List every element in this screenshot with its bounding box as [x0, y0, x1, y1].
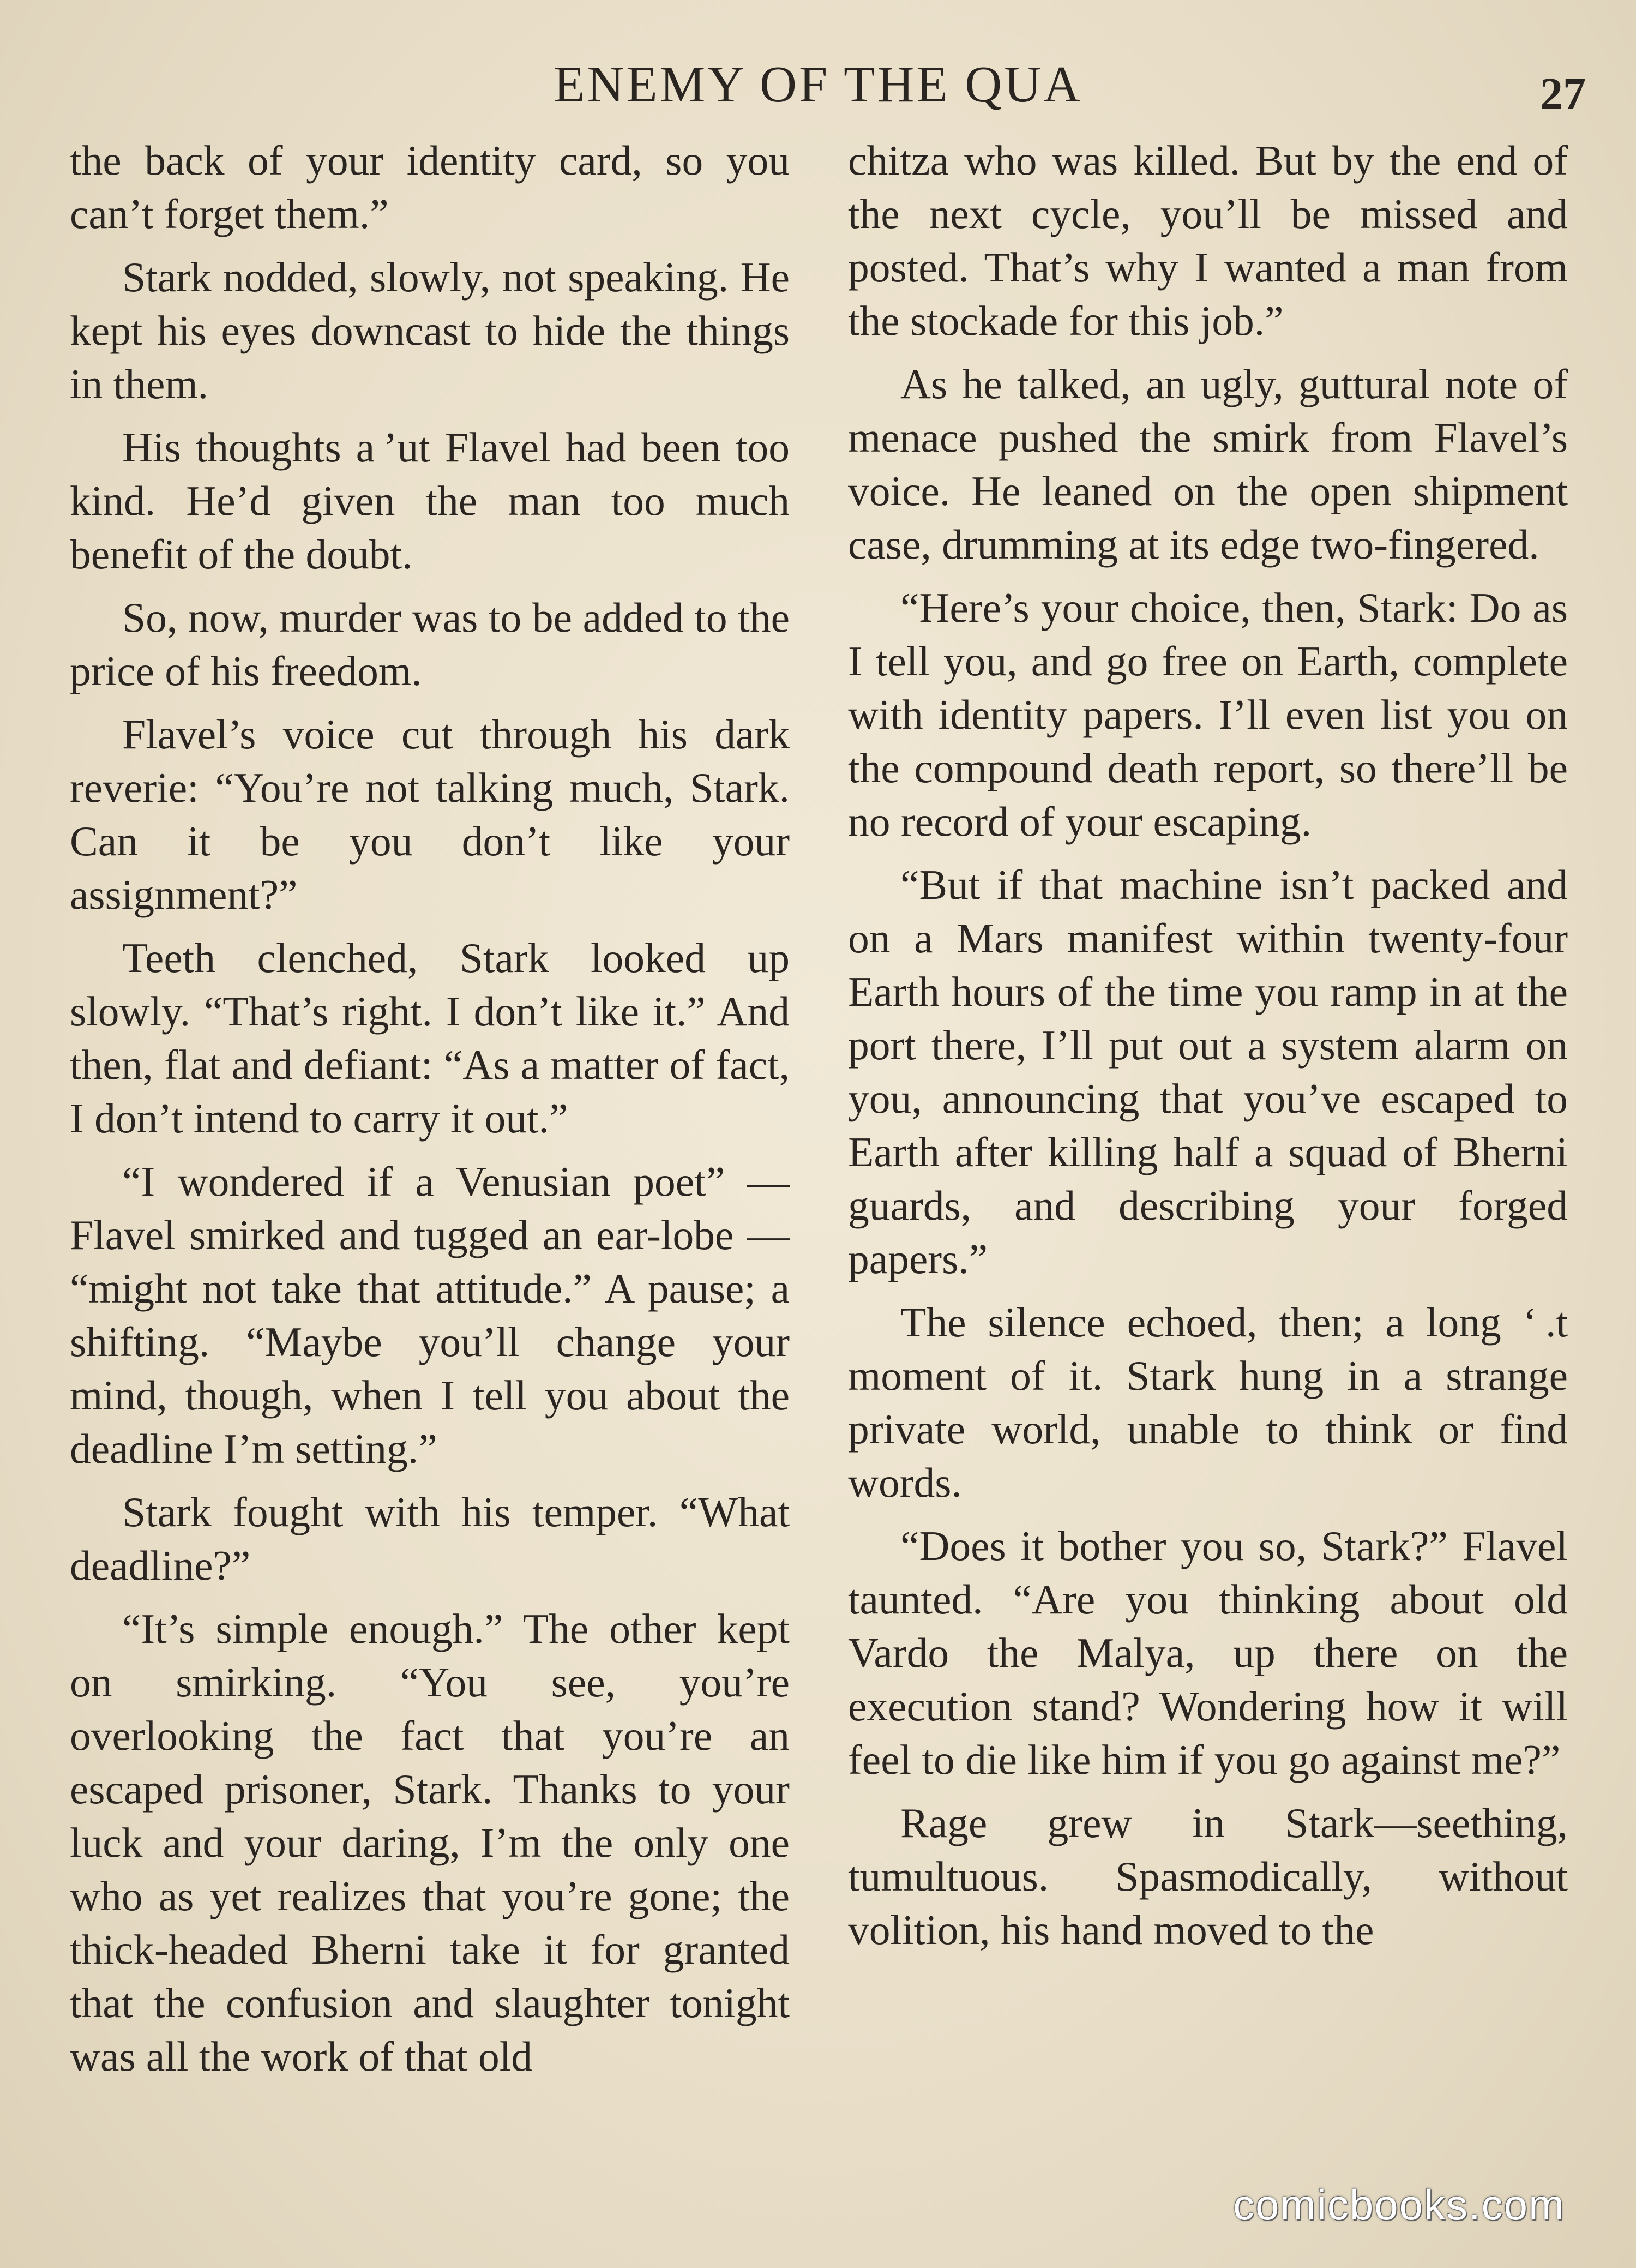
- paragraph: “I wondered if a Venusian poet” —Flavel smirked and tugged an ear-lobe — “might not take that attitude.” A pause; a shifting. “Maybe you’ll change your mind, though, when I tell you about the deadline I’m setting.”: [70, 1158, 790, 1472]
- watermark: comicbooks.com: [1233, 2181, 1565, 2229]
- paragraph: Stark nodded, slowly, not speaking. He kept his eyes downcast to hide the things in them.: [70, 254, 790, 407]
- page-header: [0, 52, 1636, 117]
- left-column: [70, 134, 790, 2093]
- paragraph: Flavel’s voice cut through his dark reverie: “You’re not talking much, Stark. Can it be you don’t like your assignment?”: [70, 711, 790, 918]
- paragraph: “But if that machine isn’t packed and on a Mars manifest within twenty-four Earth hours of the time you ramp in at the port there, I’ll put out a system alarm on you, announcing that you’ve escaped to Earth after killing half a squad of Bherni guards, and describing your forged papers.”: [848, 861, 1568, 1282]
- paragraph: The silence echoed, then; a long ʻ .t moment of it. Stark hung in a strange private world, unable to think or find words.: [848, 1299, 1568, 1506]
- paragraph: “Does it bother you so, Stark?” Flavel taunted. “Are you thinking about old Vardo the Malya, up there on the execution stand? Wondering how it will feel to die like him if you go against me?”: [848, 1522, 1568, 1783]
- paragraph: chitza who was killed. But by the end of the next cycle, you’ll be missed and posted. That’s why I wanted a man from the stockade for this job.”: [848, 137, 1568, 344]
- right-column: [848, 134, 1568, 1966]
- paragraph: Rage grew in Stark—seething, tumultuous. Spasmodically, without volition, his hand moved to the: [848, 1799, 1568, 1953]
- running-title: ENEMY OF THE QUA: [553, 56, 1083, 113]
- paragraph: His thoughts a ʼut Flavel had been too kind. He’d given the man too much benefit of the doubt.: [70, 424, 790, 578]
- paragraph: So, now, murder was to be added to the price of his freedom.: [70, 594, 790, 694]
- paragraph: “It’s simple enough.” The other kept on smirking. “You see, you’re overlooking the fact that you’re an escaped prisoner, Stark. Thanks to your luck and your daring, I’m the only one who as yet realizes that you’re gone; the thick-headed Bherni take it for granted that the confusion and slaughter tonight was all the work of that old: [70, 1605, 790, 2080]
- paragraph: Stark fought with his temper. “What deadline?”: [70, 1489, 790, 1589]
- page-number: 27: [1540, 69, 1586, 119]
- paragraph: “Here’s your choice, then, Stark: Do as I tell you, and go free on Earth, complete with identity papers. I’ll even list you on the compound death report, so there’ll be no record of your escaping.: [848, 584, 1568, 845]
- paragraph: the back of your identity card, so you can’t forget them.”: [70, 137, 790, 237]
- paragraph: Teeth clenched, Stark looked up slowly. “That’s right. I don’t like it.” And then, flat and defiant: “As a matter of fact, I don’t intend to carry it out.”: [70, 934, 790, 1142]
- paragraph: As he talked, an ugly, guttural note of menace pushed the smirk from Flavel’s voice. He leaned on the open shipment case, drumming at its edge two-fingered.: [848, 361, 1568, 568]
